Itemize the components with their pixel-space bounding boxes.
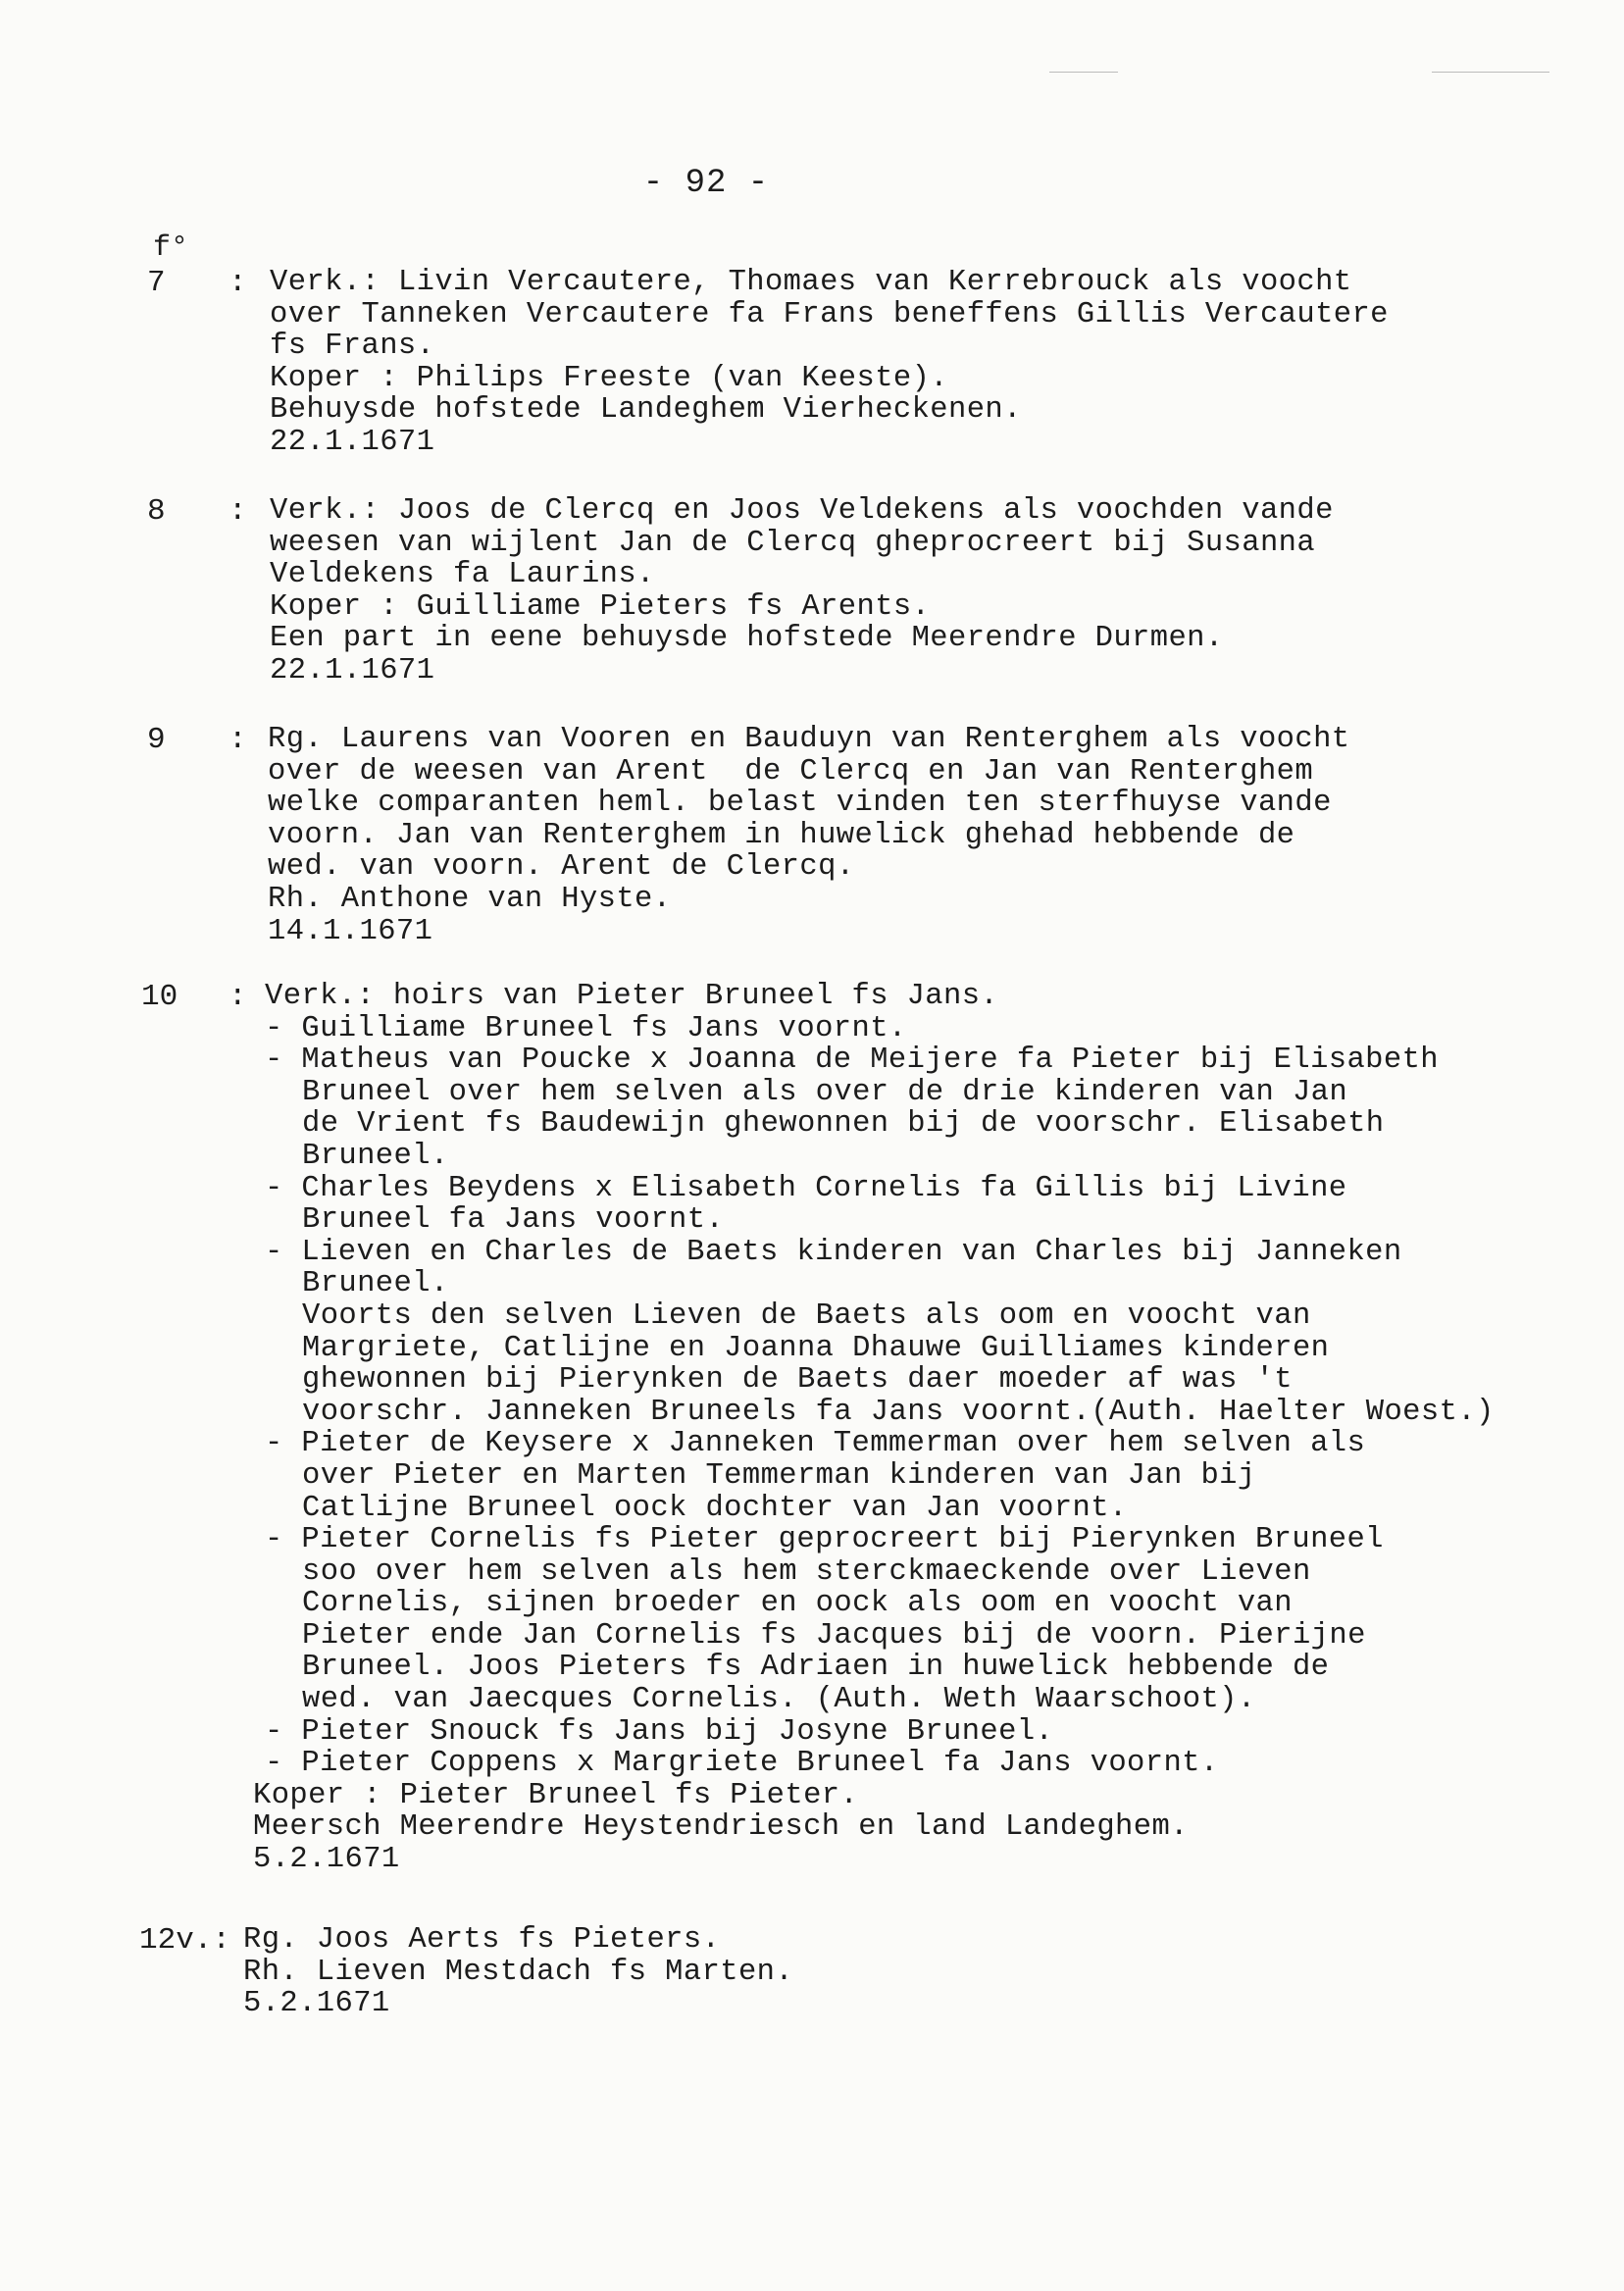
entry-line: 22.1.1671	[270, 425, 435, 459]
entry-line: 22.1.1671	[270, 653, 435, 687]
entry-line: - Pieter Coppens x Margriete Bruneel fa Jans voornt.	[265, 1747, 1219, 1781]
entry-line: Voorts den selven Lieven de Baets als oom en voocht van	[302, 1298, 1311, 1333]
entry-line: Bruneel fa Jans voornt.	[302, 1203, 725, 1238]
entry-line: weesen van wijlent Jan de Clercq gheprocreert bij Susanna	[270, 526, 1316, 560]
scan-speck	[1049, 72, 1118, 73]
entry-line: - Lieven en Charles de Baets kinderen van Charles bij Janneken	[265, 1235, 1402, 1269]
entry-separator: :	[228, 266, 247, 300]
entry-line: Verk.: Livin Vercautere, Thomaes van Kerrebrouck als voocht	[270, 266, 1352, 299]
entry-line: Rg. Laurens van Vooren en Bauduyn van Renterghem als voocht	[268, 723, 1350, 756]
entry-number: 12v.:	[139, 1923, 231, 1958]
entry-line: 5.2.1671	[243, 1987, 390, 2021]
entry-line: Bruneel.	[302, 1267, 449, 1301]
entry-line: - Pieter de Keysere x Janneken Temmerman over hem selven als	[265, 1427, 1366, 1461]
entry-line: over Pieter en Marten Temmerman kinderen van Jan bij	[302, 1458, 1256, 1493]
entry-separator: :	[228, 980, 247, 1014]
entry-line: - Pieter Snouck fs Jans bij Josyne Bruneel.	[265, 1714, 1054, 1749]
entry-line: Koper : Philips Freeste (van Keeste).	[270, 361, 949, 395]
entry-line: Verk.: hoirs van Pieter Bruneel fs Jans.	[265, 980, 999, 1013]
entry-separator: :	[228, 494, 247, 529]
entry-line: - Pieter Cornelis fs Pieter geprocreert bij Pierynken Bruneel	[265, 1523, 1384, 1557]
entry-line: - Charles Beydens x Elisabeth Cornelis fa Gillis bij Livine	[265, 1171, 1347, 1205]
entry-separator: :	[228, 723, 247, 757]
entry-body	[243, 1923, 794, 2021]
entry-number: 7	[147, 266, 166, 300]
entry-number: 8	[147, 494, 166, 529]
entry-line: welke comparanten heml. belast vinden ten sterfhuyse vande	[268, 787, 1332, 821]
entry-line: Catlijne Bruneel oock dochter van Jan voornt.	[302, 1491, 1128, 1525]
entry-line: Veldekens fa Laurins.	[270, 558, 655, 592]
entry-line: 14.1.1671	[268, 914, 433, 948]
entry-line: - Matheus van Poucke x Joanna de Meijere fa Pieter bij Elisabeth	[265, 1044, 1439, 1078]
entry-line: fs Frans.	[270, 330, 435, 364]
entry-body	[253, 980, 1495, 1877]
entry-line: wed. van Jaecques Cornelis. (Auth. Weth Waarschoot).	[302, 1683, 1256, 1717]
entry-line: Rh. Lieven Mestdach fs Marten.	[243, 1955, 794, 1989]
entry-line: Koper : Pieter Bruneel fs Pieter.	[253, 1778, 859, 1812]
entry-line: Bruneel.	[302, 1139, 449, 1173]
entry-line: Cornelis, sijnen broeder en oock als oom en voocht van	[302, 1587, 1293, 1621]
entry-line: Bruneel over hem selven als over de drie kinderen van Jan	[302, 1075, 1348, 1109]
page-number: - 92 -	[642, 165, 770, 202]
entry-line: Behuysde hofstede Landeghem Vierheckenen.	[270, 393, 1022, 428]
entry-line: Bruneel. Joos Pieters fs Adriaen in huwelick hebbende de	[302, 1651, 1330, 1685]
entry-line: ghewonnen bij Pierynken de Baets daer moeder af was 't	[302, 1363, 1293, 1398]
entry-line: Een part in eene behuysde hofstede Meerendre Durmen.	[270, 622, 1224, 656]
entry-body	[268, 724, 1349, 947]
entry-line: wed. van voorn. Arent de Clercq.	[268, 850, 855, 885]
entry-line: 5.2.1671	[253, 1843, 400, 1877]
scan-speck	[1432, 72, 1549, 73]
entry-number: 9	[147, 723, 166, 757]
entry-line: over Tanneken Vercautere fa Frans beneffens Gillis Vercautere	[270, 297, 1389, 331]
entry-body	[270, 267, 1389, 459]
entry-line: voorn. Jan van Renterghem in huwelick ghehad hebbende de	[268, 818, 1295, 852]
entry-line: Koper : Guilliame Pieters fs Arents.	[270, 589, 931, 624]
entry-line: soo over hem selven als hem sterckmaeckende over Lieven	[302, 1554, 1311, 1589]
entry-line: de Vrient fs Baudewijn ghewonnen bij de voorschr. Elisabeth	[302, 1107, 1385, 1142]
entry-line: Pieter ende Jan Cornelis fs Jacques bij de voorn. Pierijne	[302, 1618, 1366, 1653]
folio-label: f°	[153, 231, 189, 265]
entry-line: Verk.: Joos de Clercq en Joos Veldekens als voochden vande	[270, 494, 1334, 528]
entry-number: 10	[141, 980, 178, 1014]
entry-line: Meersch Meerendre Heystendriesch en land Landeghem.	[253, 1810, 1189, 1845]
entry-line: over de weesen van Arent de Clercq en Jan van Renterghem	[268, 754, 1314, 789]
entry-line: voorschr. Janneken Bruneels fa Jans voornt.(Auth. Haelter Woest.)	[302, 1395, 1495, 1429]
entry-line: Rh. Anthone van Hyste.	[268, 882, 672, 916]
entry-body	[270, 495, 1334, 687]
entry-line: - Guilliame Bruneel fs Jans voornt.	[265, 1011, 907, 1045]
entry-line: Rg. Joos Aerts fs Pieters.	[243, 1923, 721, 1957]
entry-line: Margriete, Catlijne en Joanna Dhauwe Guilliames kinderen	[302, 1331, 1330, 1365]
